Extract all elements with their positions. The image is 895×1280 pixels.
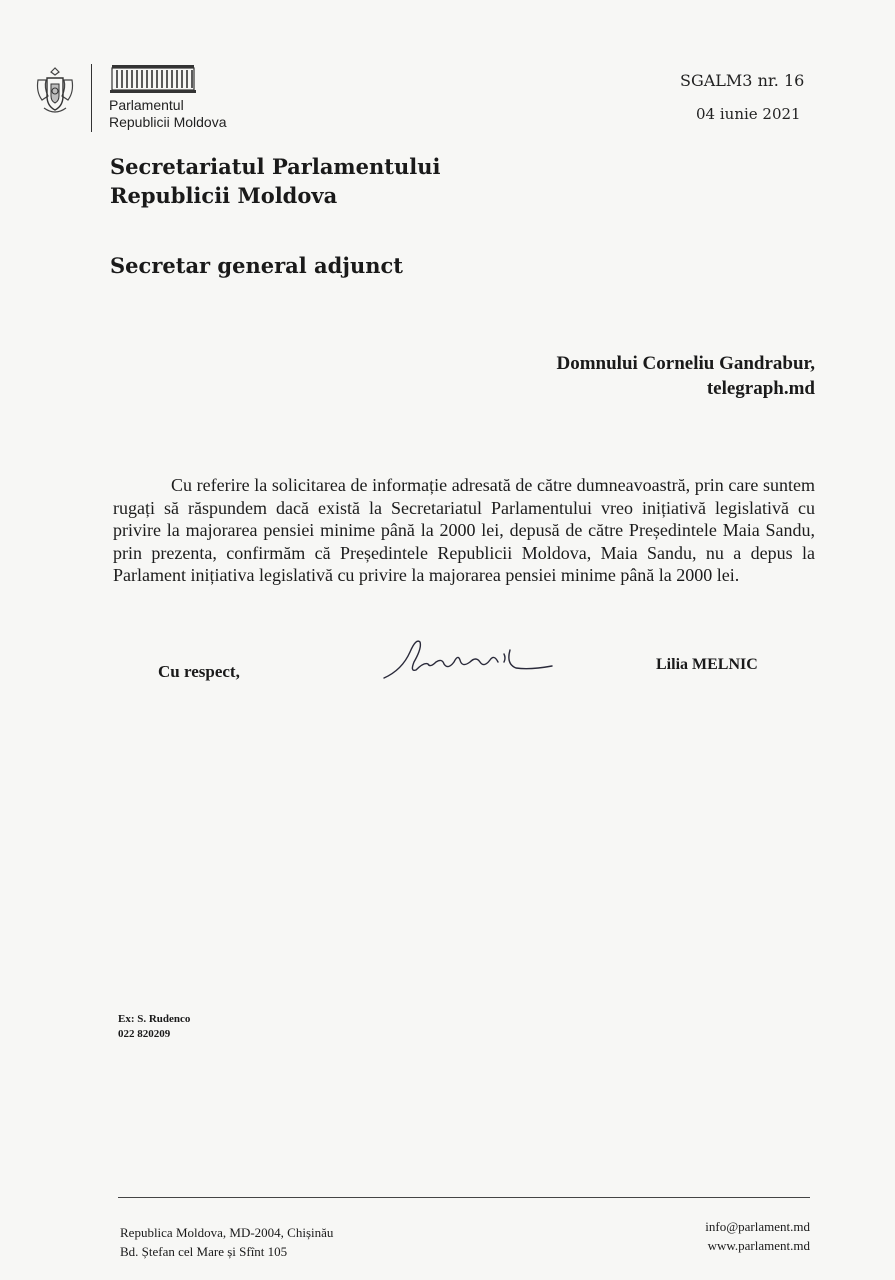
coat-of-arms-icon [34,66,76,118]
institution-name-line2: Republicii Moldova [109,114,227,130]
addressee-block [556,351,815,401]
executor-block [118,1012,190,1042]
parliament-building-icon [110,64,196,94]
sender-role: Secretar general adjunct [110,253,403,278]
footer-divider [118,1197,810,1198]
footer-contacts [705,1217,810,1255]
closing-salutation: Cu respect, [158,662,240,681]
letter-body: Cu referire la solicitarea de informație adresată de către dumneavoastră, prin care suntem rugați să răspundem dacă există la Secretariatul Parlamentului vreo inițiativă legislativă cu privire la majorarea pensiei minime până la 2000 lei, depusă de către Președintele Maia Sandu, prin prezenta, confirmăm că Președintele Republicii Moldova, Maia Sandu, nu a depus la Parlament inițiativa legislativă cu privire la majorarea pensiei minime până la 2000 lei. [113,475,815,585]
sender-title-line1: Secretariatul Parlamentului [110,154,441,179]
sender-title [110,152,440,210]
executor-phone: 022 820209 [118,1028,171,1040]
institution-name [109,97,227,131]
footer-email[interactable]: info@parlament.md [705,1219,810,1234]
institution-name-line1: Parlamentul [109,97,184,113]
addressee-name: Domnului Corneliu Gandrabur, [556,353,815,374]
handwritten-signature [380,632,555,688]
addressee-organization: telegraph.md [706,378,815,399]
footer-address [120,1223,333,1261]
signer-name: Lilia MELNIC [656,656,758,673]
footer-address-line1: Republica Moldova, MD-2004, Chișinău [120,1225,334,1240]
sender-title-line2: Republicii Moldova [110,183,338,208]
footer-address-line2: Bd. Ștefan cel Mare și Sfînt 105 [120,1244,288,1259]
header-divider [91,64,92,132]
executor-name: Ex: S. Rudenco [118,1013,191,1025]
registration-number: SGALM3 nr. 16 [680,71,805,90]
footer-website[interactable]: www.parlament.md [707,1238,810,1253]
document-date: 04 iunie 2021 [696,105,801,123]
